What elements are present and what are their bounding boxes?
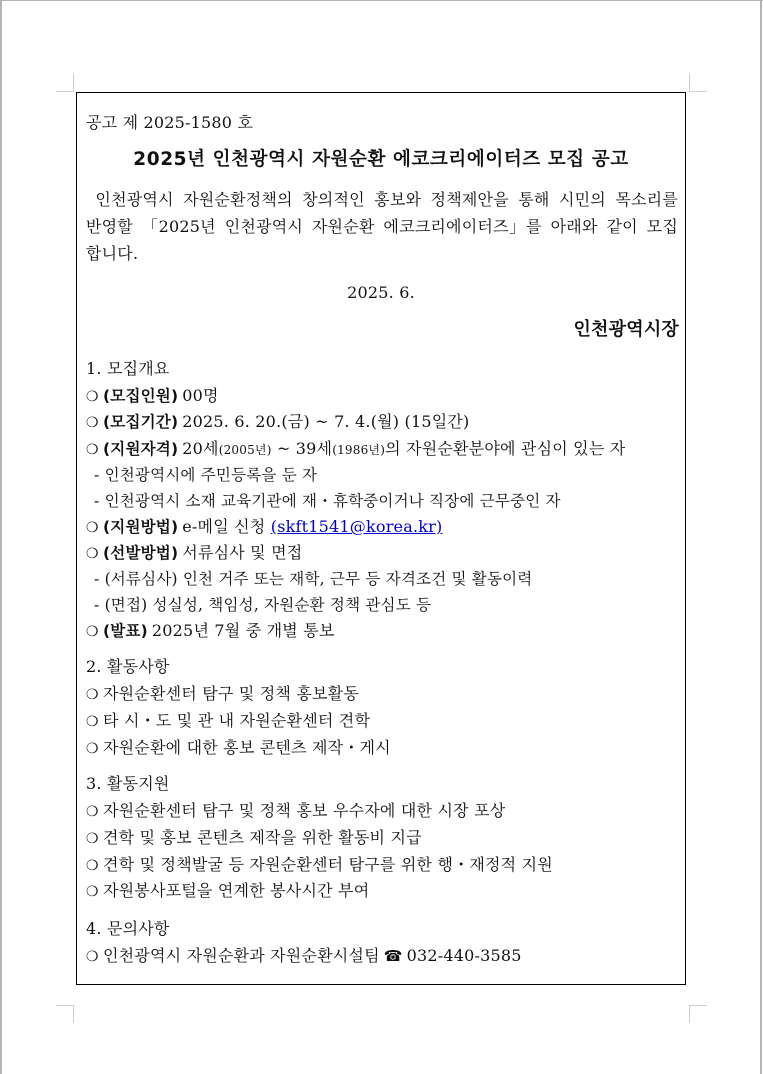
intro-paragraph: 인천광역시 자원순환정책의 창의적인 홍보와 정책제안을 통해 시민의 목소리를 반영할 「2025년 인천광역시 자원순환 에코크리에이터즈」를 아래와 같이 모집합니다. [86, 190, 678, 263]
phone-icon: ☎ [383, 947, 403, 965]
circle-bullet-icon: ❍ [86, 415, 99, 431]
circle-bullet-icon: ❍ [86, 949, 99, 965]
list-item-eligibility: ❍ (지원자격) 20세(2005년) ~ 39세(1986년)의 자원순환분야에 관심이 있는 자 [86, 439, 626, 458]
list-item-activity: ❍ 타 시・도 및 관 내 자원순환센터 견학 [86, 711, 371, 730]
phone-number: 032-440-3585 [406, 946, 522, 965]
circle-bullet-icon: ❍ [86, 884, 99, 900]
circle-bullet-icon: ❍ [86, 546, 99, 562]
list-item-support: ❍ 견학 및 정책발굴 등 자원순환센터 탐구를 위한 행・재정적 지원 [86, 855, 553, 874]
list-item-activity: ❍ 자원순환센터 탐구 및 정책 홍보활동 [86, 684, 359, 703]
circle-bullet-icon: ❍ [86, 442, 99, 458]
list-item-contact: ❍ 인천광역시 자원순환과 자원순환시설팀 ☎ 032-440-3585 [86, 946, 522, 965]
section-heading-inquiries: 4. 문의사항 [86, 919, 170, 938]
crop-mark-top-left [56, 74, 74, 92]
sub-item-interview: - (면접) 성실성, 책임성, 자원순환 정책 관심도 등 [94, 596, 432, 614]
section-heading-support: 3. 활동지원 [86, 774, 170, 793]
section-heading-overview: 1. 모집개요 [86, 359, 170, 378]
circle-bullet-icon: ❍ [86, 687, 99, 703]
page-edge-left [0, 0, 2, 1074]
document-title: 2025년 인천광역시 자원순환 에코크리에이터즈 모집 공고 [133, 149, 629, 170]
list-item-recruit-count: ❍ (모집인원) 00명 [86, 386, 219, 405]
list-item-support: ❍ 견학 및 홍보 콘텐츠 제작을 위한 활동비 지급 [86, 828, 422, 847]
section-heading-activities: 2. 활동사항 [86, 657, 170, 676]
circle-bullet-icon: ❍ [86, 624, 99, 640]
list-item-application-method: ❍ (지원방법) e-메일 신청 (skft1541@korea.kr) [86, 517, 443, 536]
list-item-support: ❍ 자원봉사포털을 연계한 봉사시간 부여 [86, 881, 370, 900]
notice-box [76, 92, 686, 985]
circle-bullet-icon: ❍ [86, 858, 99, 874]
circle-bullet-icon: ❍ [86, 831, 99, 847]
crop-mark-bottom-left [56, 1005, 74, 1023]
notice-number: 공고 제 2025-1580 호 [86, 113, 254, 132]
circle-bullet-icon: ❍ [86, 714, 99, 730]
circle-bullet-icon: ❍ [86, 389, 99, 405]
sub-item-school-work: - 인천광역시 소재 교육기관에 재・휴학중이거나 직장에 근무중인 자 [94, 492, 561, 510]
crop-mark-top-right [689, 74, 707, 92]
circle-bullet-icon: ❍ [86, 804, 99, 820]
issue-date: 2025. 6. [347, 283, 415, 302]
circle-bullet-icon: ❍ [86, 741, 99, 757]
sub-item-document-review: - (서류심사) 인천 거주 또는 재학, 근무 등 자격조건 및 활동이력 [94, 570, 533, 588]
sub-item-residence: - 인천광역시에 주민등록을 둔 자 [94, 466, 318, 484]
page-edge-top [0, 0, 763, 1]
list-item-selection-method: ❍ (선발방법) 서류심사 및 면접 [86, 543, 303, 562]
list-item-support: ❍ 자원순환센터 탐구 및 정책 홍보 우수자에 대한 시장 포상 [86, 801, 506, 820]
page-edge-right [760, 0, 762, 1074]
email-link[interactable]: (skft1541@korea.kr) [270, 517, 443, 536]
circle-bullet-icon: ❍ [86, 520, 99, 536]
list-item-recruit-period: ❍ (모집기간) 2025. 6. 20.(금) ~ 7. 4.(월) (15일간) [86, 412, 470, 431]
crop-mark-bottom-right [689, 1005, 707, 1023]
list-item-announcement: ❍ (발표) 2025년 7월 중 개별 통보 [86, 621, 335, 640]
issuer: 인천광역시장 [573, 319, 679, 340]
list-item-activity: ❍ 자원순환에 대한 홍보 콘텐츠 제작・게시 [86, 738, 391, 757]
